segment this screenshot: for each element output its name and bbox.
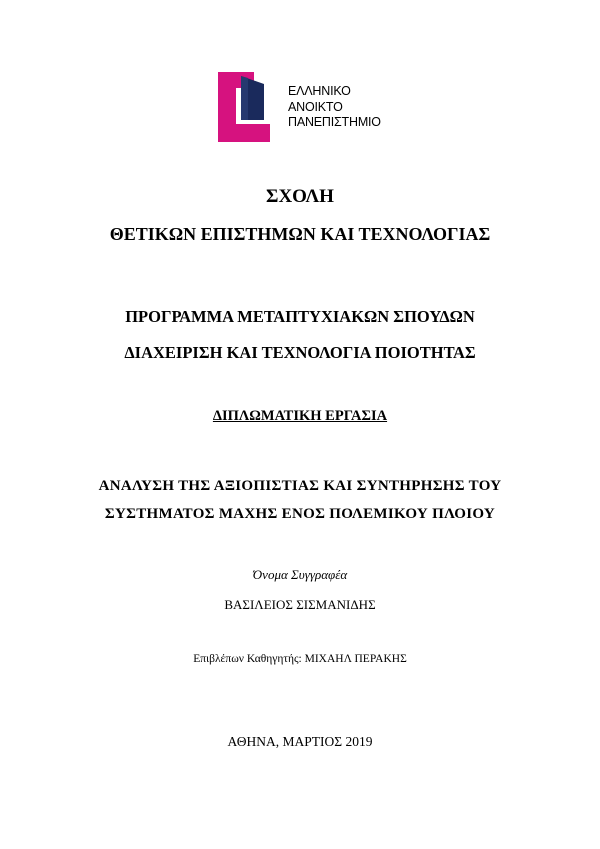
logo-line-3: ΠΑΝΕΠΙΣΤΗΜΙΟ — [288, 115, 381, 129]
thesis-title-line-2: ΣΥΣΤΗΜΑΤΟΣ ΜΑΧΗΣ ΕΝΟΣ ΠΟΛΕΜΙΚΟΥ ΠΛΟΙΟΥ — [104, 506, 496, 522]
author-label: Όνομα Συγγραφέα — [252, 567, 348, 582]
university-logo-text — [288, 84, 381, 131]
program-name: ΔΙΑΧΕΙΡΙΣΗ ΚΑΙ ΤΕΧΝΟΛΟΓΙΑ ΠΟΙΟΤΗΤΑΣ — [124, 343, 476, 362]
logo-line-2: ΑΝΟΙΚΤΟ — [288, 99, 343, 114]
thesis-title-line-1: ΑΝΑΛΥΣΗ ΤΗΣ ΑΞΙΟΠΙΣΤΙΑΣ ΚΑΙ ΣΥΝΤΗΡΗΣΗΣ ΤΟΥ — [98, 478, 502, 494]
university-logo — [218, 72, 408, 142]
document-type: ΔΙΠΛΩΜΑΤΙΚΗ ΕΡΓΑΣΙΑ — [212, 408, 388, 424]
author-name: ΒΑΣΙΛΕΙΟΣ ΣΙΣΜΑΝΙΔΗΣ — [224, 597, 376, 612]
university-logo-emblem — [218, 72, 288, 142]
supervisor: Επιβλέπων Καθηγητής: ΜΙΧΑΗΛ ΠΕΡΑΚΗΣ — [193, 653, 407, 665]
school-heading: ΣΧΟΛΗ — [266, 186, 334, 207]
school-name: ΘΕΤΙΚΩΝ ΕΠΙΣΤΗΜΩΝ ΚΑΙ ΤΕΧΝΟΛΟΓΙΑΣ — [109, 224, 491, 244]
program-heading: ΠΡΟΓΡΑΜΜΑ ΜΕΤΑΠΤΥΧΙΑΚΩΝ ΣΠΟΥΔΩΝ — [125, 307, 475, 326]
place-and-date: ΑΘΗΝΑ, ΜΑΡΤΙΟΣ 2019 — [227, 734, 373, 749]
logo-line-1: ΕΛΛΗΝΙΚΟ — [288, 84, 351, 98]
